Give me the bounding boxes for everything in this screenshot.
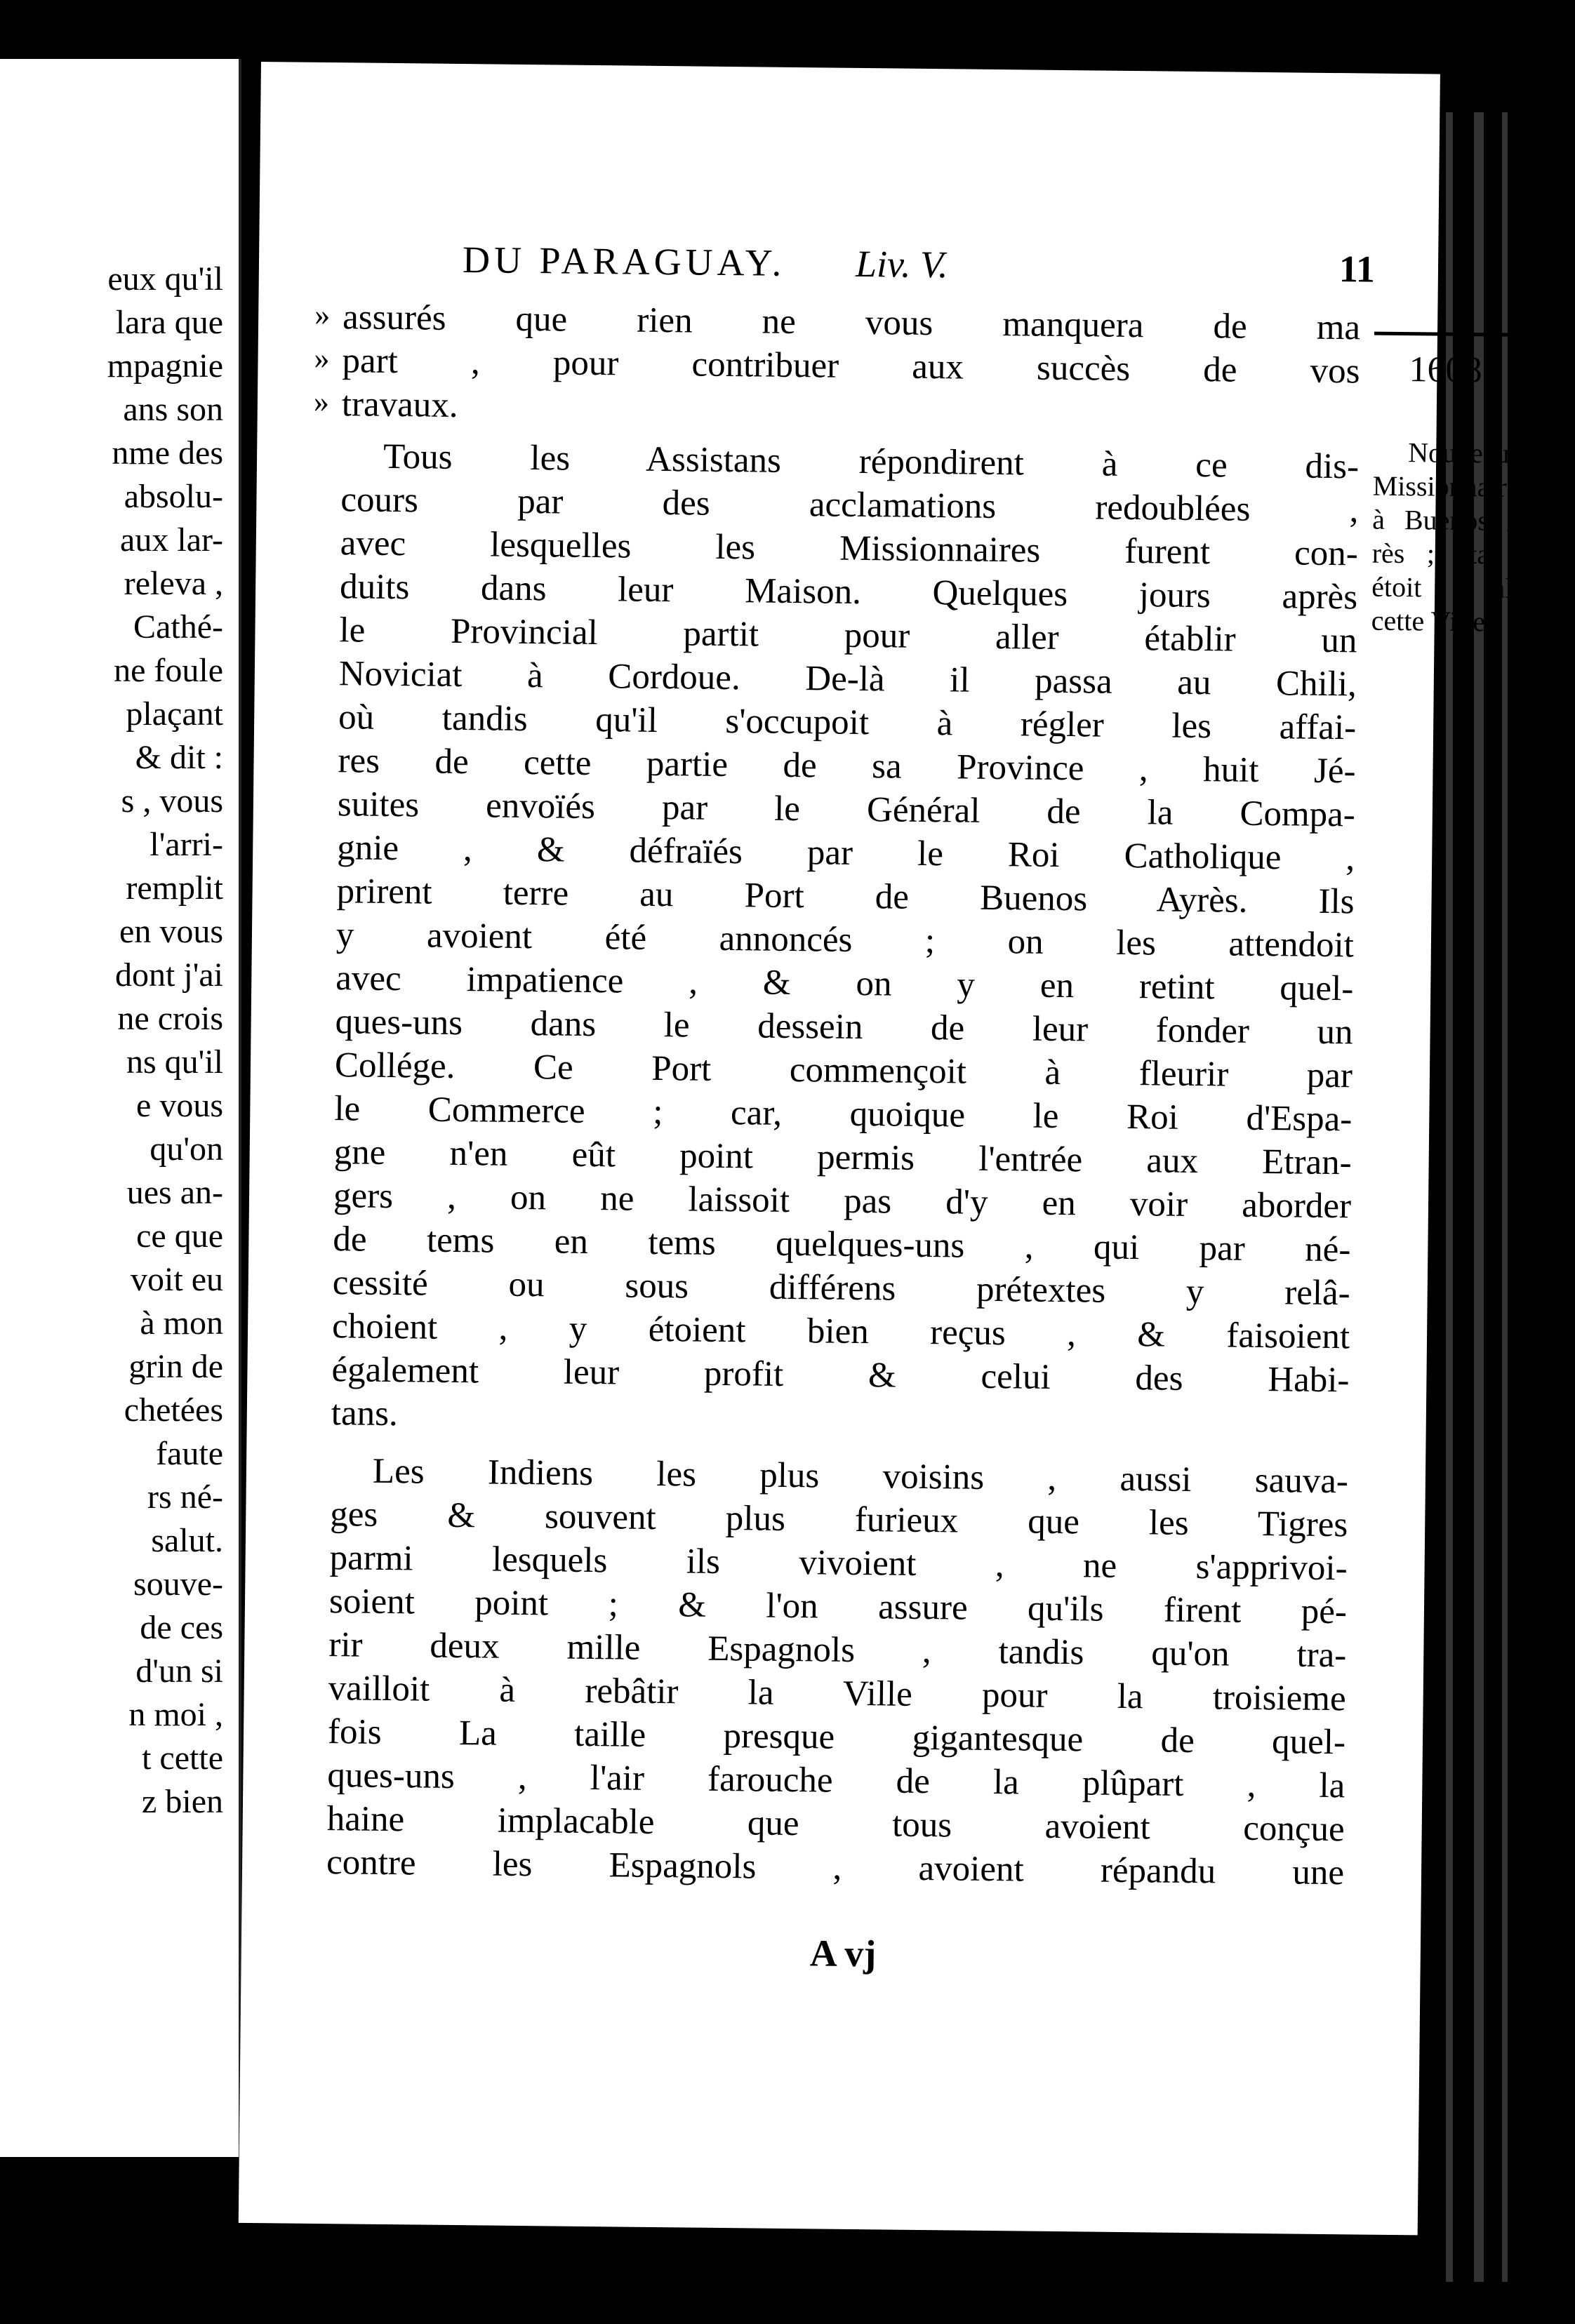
left-page-line: de ces — [140, 1609, 223, 1646]
body-line: res de cette partie de sa Province , huit Jé- — [338, 741, 1356, 792]
body-line: Noviciat à Cordoue. De-là il passa au Chili, — [338, 654, 1357, 704]
body-line: gers , on ne laissoit pas d'y en voir aborder — [333, 1176, 1352, 1227]
body-line: ques-uns , l'air farouche de la plûpart , la — [327, 1756, 1345, 1806]
left-page-line: s , vous — [121, 782, 223, 820]
body-line: Les Indiens les plus voisins , aussi sauva- — [372, 1451, 1349, 1502]
body-line: tans. — [331, 1394, 399, 1434]
left-page-line: e vous — [136, 1087, 223, 1124]
body-line: avec impatience , & on y en retint quel- — [335, 959, 1354, 1009]
left-page-line: en vous — [119, 913, 223, 950]
margin-rule — [1374, 332, 1543, 338]
body-line: part , pour contribuer aux succès de vos — [342, 341, 1360, 392]
left-page-line: d'un si — [135, 1652, 223, 1690]
body-line: cessité ou sous différens prétextes y relâ- — [332, 1263, 1350, 1314]
body-line: où tandis qu'il s'occupoit à régler les affai- — [338, 697, 1357, 748]
left-page-line: voit eu — [131, 1261, 223, 1298]
body-line: choient , y étoient bien reçus , & faisoient — [331, 1307, 1350, 1357]
body-line: cours par des acclamations redoublées , — [340, 480, 1359, 530]
left-page-line: salut. — [151, 1522, 223, 1559]
left-page-line: remplit — [126, 869, 223, 907]
body-line: assurés que rien ne vous manquera de ma — [342, 298, 1361, 348]
left-page-line: mpagnie — [107, 347, 223, 385]
body-line: ges & souvent plus furieux que les Tigres — [330, 1495, 1348, 1545]
left-page-line: l'arri- — [149, 826, 223, 863]
signature-mark: A vj — [809, 1932, 877, 1975]
body-line: parmi lesquels ils vivoient , ne s'apprivoi- — [329, 1538, 1348, 1589]
left-page-line: lara que — [115, 304, 223, 341]
body-line: suites envoïés par le Général de la Compa- — [337, 784, 1356, 835]
quote-mark: » — [314, 297, 331, 333]
right-page — [239, 62, 1548, 2235]
body-line: avec lesquelles les Missionnaires furent con- — [340, 523, 1359, 574]
margin-note-line: cette Ville. — [1371, 604, 1493, 638]
left-page-line: à mon — [140, 1304, 223, 1342]
body-line: duits dans leur Maison. Quelques jours après — [339, 567, 1358, 617]
left-page — [0, 59, 241, 2157]
body-line: y avoient été annoncés ; on les attendoit — [335, 915, 1355, 966]
body-line: ques-uns dans le dessein de leur fonder un — [335, 1002, 1353, 1053]
margin-note-line: à Buenos Ay- — [1372, 503, 1548, 537]
margin-note-line: Missionnaires — [1372, 469, 1531, 503]
left-page-line: eux qu'il — [107, 260, 223, 298]
left-page-line: z bien — [142, 1783, 223, 1820]
left-page-line: releva , — [124, 565, 223, 602]
left-page-line: ne crois — [117, 1000, 223, 1037]
body-line: haine implacable que tous avoient conçue — [326, 1799, 1345, 1850]
page-number: 11 — [1338, 248, 1376, 290]
header-title: DU PARAGUAY. — [462, 239, 786, 284]
body-line: le Provincial partit pour aller établir un — [339, 610, 1357, 661]
running-header — [463, 238, 1376, 297]
left-page-line: plaçant — [126, 695, 223, 733]
body-line: gne n'en eût point permis l'entrée aux Etran- — [333, 1133, 1352, 1183]
left-page-line: qu'on — [149, 1130, 223, 1168]
body-line: de tems en tems quelques-uns , qui par né- — [333, 1220, 1351, 1270]
body-line: également leur profit & celui des Habi- — [331, 1350, 1350, 1401]
body-line: Collége. Ce Port commençoit à fleurir par — [334, 1046, 1353, 1096]
quote-mark: » — [314, 340, 330, 376]
left-page-line: souve- — [133, 1565, 223, 1603]
body-line: travaux. — [341, 385, 458, 425]
left-page-line: chetées — [124, 1391, 223, 1429]
left-page-line: t cette — [142, 1739, 223, 1777]
body-line: prirent terre au Port de Buenos Ayrès. Ils — [336, 872, 1355, 922]
left-page-line: nme des — [112, 434, 223, 472]
left-page-line: ce que — [136, 1217, 223, 1255]
left-page-line: n moi , — [128, 1696, 223, 1733]
body-line: soient point ; & l'on assure qu'ils firent pé- — [328, 1582, 1348, 1632]
left-page-line: absolu- — [124, 478, 223, 515]
body-line: contre les Espagnols , avoient répandu une — [326, 1843, 1345, 1893]
body-line: Tous les Assistans répondirent à ce dis- — [383, 436, 1360, 487]
header-book: Liv. V. — [855, 242, 948, 286]
body-line: gnie , & défraïés par le Roi Catholique , — [336, 828, 1355, 879]
margin-note-line: Nouveaux — [1408, 436, 1524, 469]
left-page-line: ans son — [123, 391, 223, 428]
margin-note-line: rès ; état où — [1371, 537, 1548, 571]
left-page-line: ne foule — [114, 652, 223, 689]
left-page-line: rs né- — [147, 1478, 223, 1516]
left-page-line: Cathé- — [133, 608, 223, 646]
margin-note-line: étoit alors — [1371, 570, 1548, 605]
margin-year: 1608. — [1409, 349, 1491, 391]
left-page-line: ues an- — [126, 1174, 223, 1211]
left-page-line: ns qu'il — [126, 1043, 223, 1081]
body-line: fois La taille presque gigantesque de quel- — [327, 1712, 1346, 1763]
left-page-line: dont j'ai — [115, 956, 223, 994]
body-line: vailloit à rebâtir la Ville pour la troisieme — [328, 1669, 1346, 1719]
quote-mark: » — [313, 384, 330, 420]
left-page-line: faute — [156, 1435, 223, 1472]
left-page-line: aux lar- — [120, 521, 223, 559]
left-page-line: & dit : — [135, 739, 223, 776]
body-line: rir deux mille Espagnols , tandis qu'on tra- — [328, 1625, 1347, 1676]
body-line: le Commerce ; car, quoique le Roi d'Espa- — [334, 1089, 1353, 1140]
left-page-line: grin de — [128, 1348, 223, 1385]
